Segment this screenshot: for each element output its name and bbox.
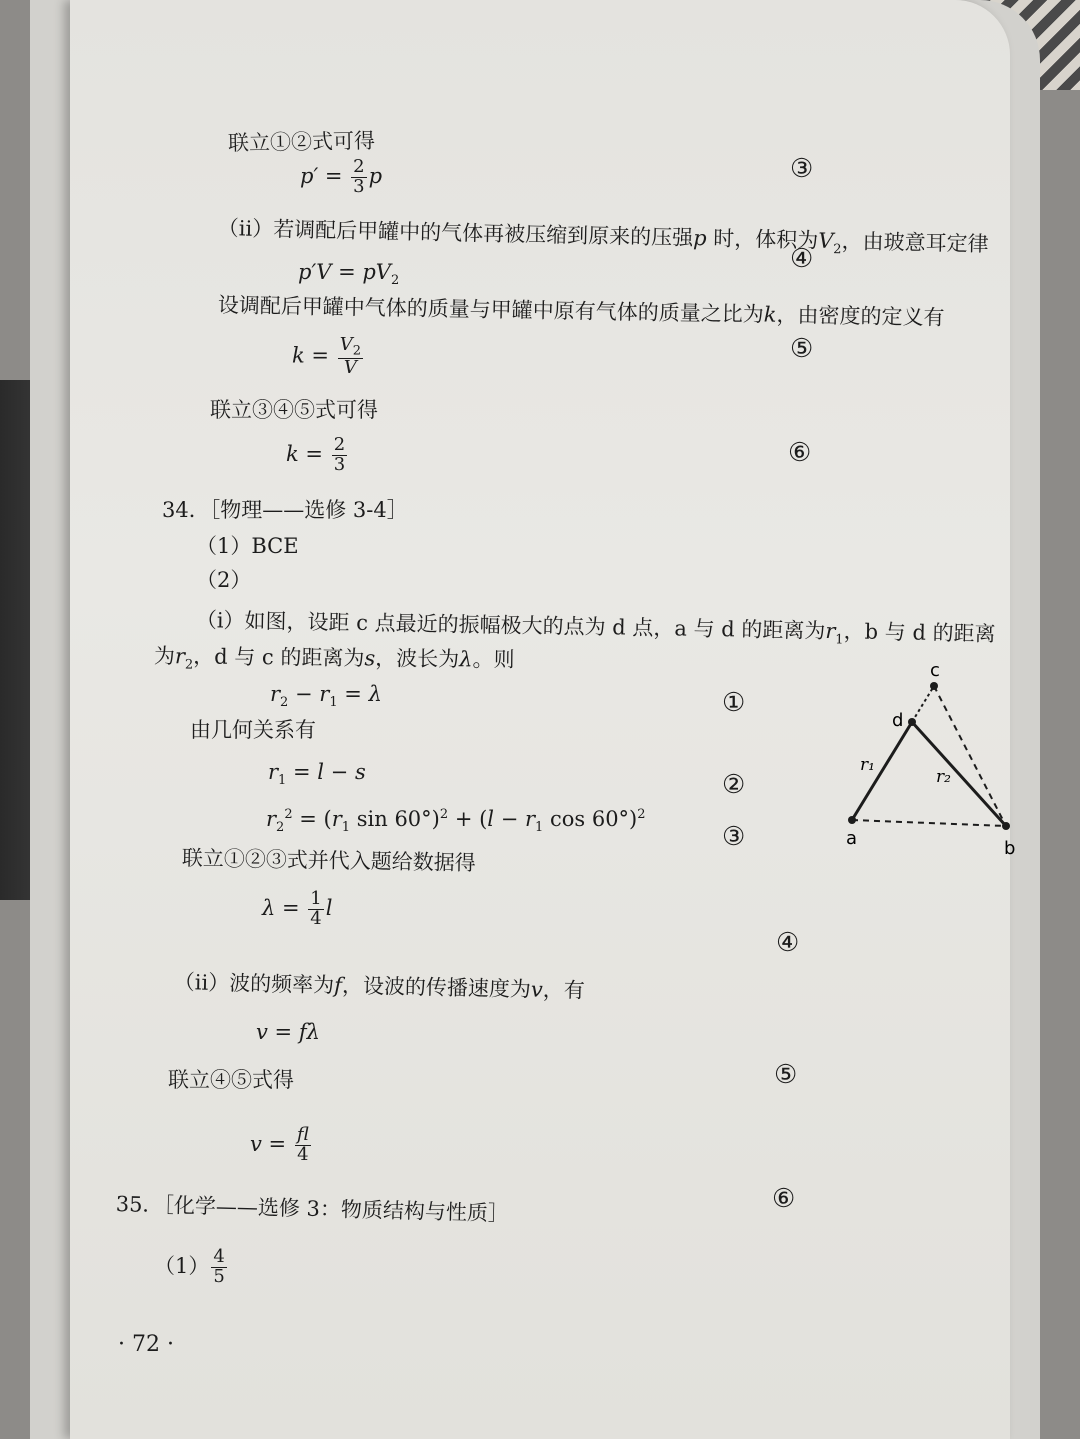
geometry-diagram bbox=[830, 660, 1040, 870]
point-d bbox=[908, 718, 916, 726]
text-line: （ii）波的频率为f，设波的传播速度为v，有 bbox=[173, 970, 586, 1003]
label-a: a bbox=[846, 828, 858, 849]
text-line: （i）如图，设距 c 点最近的振幅极大的点为 d 点，a 与 d 的距离为$r_1$，b 与 d 的距离 bbox=[195, 608, 996, 648]
equation-k-ratio: k = $\frac{V_2}{V}$ bbox=[292, 334, 361, 379]
equation-path-difference: $r_2 - r_1 = \lambda$ bbox=[270, 682, 382, 711]
equation-number: ② bbox=[722, 770, 746, 800]
equation-velocity: v = fλ bbox=[256, 1020, 320, 1044]
book-page bbox=[70, 0, 1016, 1439]
equation-number: ⑤ bbox=[774, 1060, 798, 1090]
text-line: 联立③④⑤式可得 bbox=[210, 398, 378, 422]
equation-lambda: λ = $\frac{1}{4}$ l bbox=[262, 888, 333, 929]
point-a bbox=[848, 816, 856, 824]
dashed-line-d-c bbox=[912, 686, 934, 722]
text-line: 联立④⑤式得 bbox=[168, 1068, 294, 1092]
equation-number: ① bbox=[722, 688, 746, 718]
question-35-title: 35．［化学——选修 3：物质结构与性质］ bbox=[115, 1192, 510, 1226]
text-line: 联立①②③式并代入题给数据得 bbox=[181, 846, 476, 876]
dashed-line-c-b bbox=[934, 686, 1006, 826]
question-35-part1: （1） $\frac{4}{5}$ bbox=[154, 1246, 225, 1287]
equation-r2-squared: $r_2^2 = (r_1$ $\sin 60^\circ)^2 + (l - r_1$ cos 60°)$^2$ bbox=[266, 807, 646, 836]
text-line: 设调配后甲罐中气体的质量与甲罐中原有气体的质量之比为k，由密度的定义有 bbox=[217, 293, 945, 330]
label-d: d bbox=[892, 710, 904, 731]
equation-number: ⑥ bbox=[772, 1184, 796, 1214]
equation-number: ⑥ bbox=[788, 438, 812, 468]
text-line: 由几何关系有 bbox=[190, 718, 316, 742]
equation-velocity-result: v = $\frac{fl}{4}$ bbox=[250, 1124, 309, 1165]
text-line: （ii）若调配后甲罐中的气体再被压缩到原来的压强p 时，体积为$V_2$，由玻意耳定律 bbox=[217, 216, 989, 258]
equation-boyle: $p'V = pV_2$ bbox=[298, 260, 400, 289]
page-number: · 72 · bbox=[118, 1332, 174, 1357]
point-b bbox=[1002, 822, 1010, 830]
equation-number: ③ bbox=[722, 822, 746, 852]
line-d-b bbox=[912, 722, 1006, 826]
label-r2: r₂ bbox=[936, 767, 951, 787]
equation-number: ⑤ bbox=[790, 334, 814, 364]
text-line: 联立①②式可得 bbox=[227, 128, 376, 156]
label-r1: r₁ bbox=[860, 755, 875, 775]
label-b: b bbox=[1004, 838, 1016, 859]
equation-r1: $r_1 = l - s$ bbox=[268, 760, 366, 789]
question-34-part2: （2） bbox=[196, 568, 252, 592]
question-34-title: 34．［物理——选修 3-4］ bbox=[162, 498, 408, 522]
equation-number: ④ bbox=[776, 928, 800, 958]
question-34-part1: （1）BCE bbox=[196, 534, 299, 558]
equation-p-prime: p′ = $\frac{2}{3}$ p bbox=[300, 156, 383, 197]
equation-k-value: k = $\frac{2}{3}$ bbox=[286, 434, 346, 475]
point-c bbox=[930, 682, 938, 690]
equation-number: ④ bbox=[790, 244, 814, 274]
text-line: 为$r_2$，d 与 c 的距离为s，波长为λ。则 bbox=[153, 644, 515, 673]
dashed-line-a-b bbox=[852, 820, 1006, 826]
label-c: c bbox=[930, 660, 940, 681]
equation-number: ③ bbox=[790, 154, 814, 184]
